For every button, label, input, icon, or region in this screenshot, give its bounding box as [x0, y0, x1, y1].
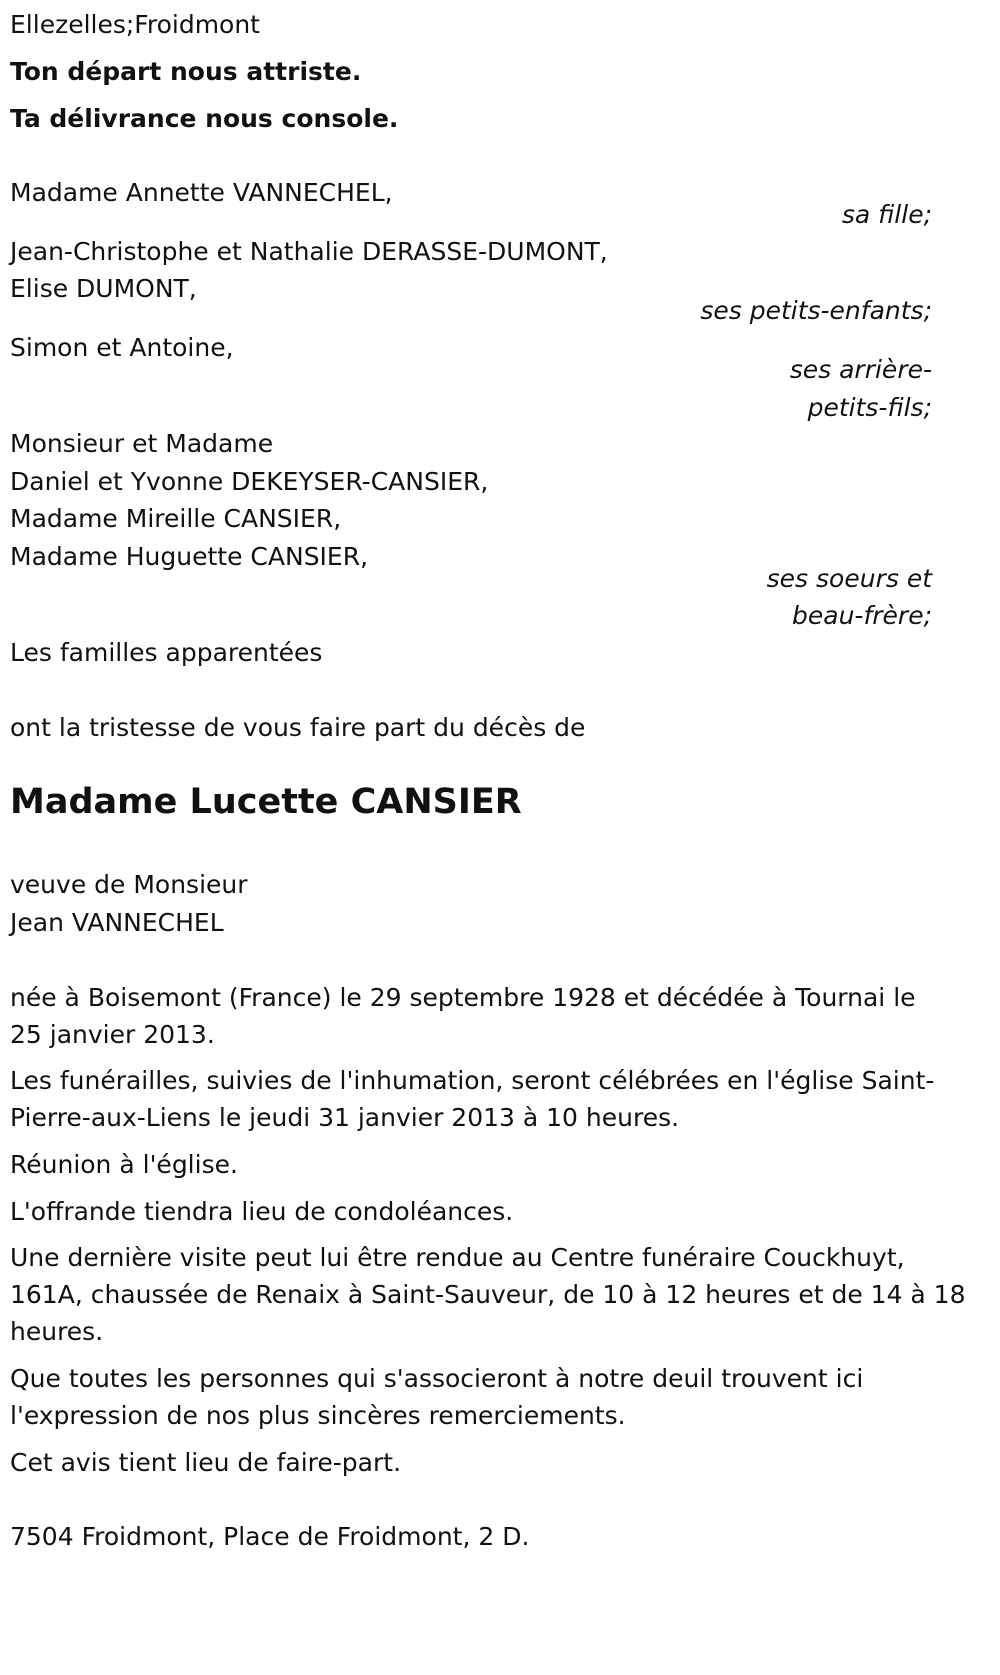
- birth-death-line-1: née à Boisemont (France) le 29 septembre 1928 et décédée à Tournai le: [10, 983, 916, 1012]
- meeting-line: Réunion à l'église.: [10, 1150, 238, 1179]
- siblings-line-3: Madame Mireille CANSIER,: [10, 504, 342, 533]
- related-families: Les familles apparentées: [10, 638, 323, 667]
- siblings-line-4: Madame Huguette CANSIER,: [10, 542, 369, 571]
- siblings-line-1: Monsieur et Madame: [10, 429, 274, 458]
- offering-line: L'offrande tiendra lieu de condoléances.: [10, 1197, 514, 1226]
- siblings-line-2: Daniel et Yvonne DEKEYSER-CANSIER,: [10, 467, 489, 496]
- great-grandchildren-role-line-1: ses arrière-: [789, 355, 932, 384]
- daughter-role: sa fille;: [841, 200, 932, 229]
- siblings-role-line-2: beau-frère;: [792, 601, 932, 630]
- verse-line-2: Ta délivrance nous console.: [10, 104, 399, 133]
- verse-line-1: Ton départ nous attriste.: [10, 57, 362, 86]
- daughter-name: Madame Annette VANNECHEL,: [10, 178, 393, 207]
- siblings-role-line-1: ses soeurs et: [766, 564, 932, 593]
- location-line: Ellezelles;Froidmont: [10, 10, 260, 39]
- notice-line: Cet avis tient lieu de faire-part.: [10, 1448, 402, 1477]
- visit-line-1: Une dernière visite peut lui être rendue au Centre funéraire Couckhuyt,: [10, 1243, 905, 1272]
- spouse-line-1: veuve de Monsieur: [10, 870, 248, 899]
- visit-line-2: 161A, chaussée de Renaix à Saint-Sauveur, de 10 à 12 heures et de 14 à 18: [10, 1280, 966, 1309]
- thanks-line-2: l'expression de nos plus sincères remerciements.: [10, 1401, 626, 1430]
- grandchildren-line-1: Jean-Christophe et Nathalie DERASSE-DUMONT,: [10, 237, 608, 266]
- grandchildren-role: ses petits-enfants;: [700, 296, 932, 325]
- funeral-line-2: Pierre-aux-Liens le jeudi 31 janvier 2013 à 10 heures.: [10, 1103, 680, 1132]
- birth-death-line-2: 25 janvier 2013.: [10, 1020, 215, 1049]
- deceased-name: Madame Lucette CANSIER: [10, 782, 522, 822]
- great-grandchildren: Simon et Antoine,: [10, 333, 234, 362]
- funeral-line-1: Les funérailles, suivies de l'inhumation, seront célébrées en l'église Saint-: [10, 1066, 935, 1095]
- visit-line-3: heures.: [10, 1317, 104, 1346]
- thanks-line-1: Que toutes les personnes qui s'associeront à notre deuil trouvent ici: [10, 1364, 864, 1393]
- spouse-line-2: Jean VANNECHEL: [10, 908, 224, 937]
- great-grandchildren-role-line-2: petits-fils;: [807, 393, 932, 422]
- announcement-text: ont la tristesse de vous faire part du décès de: [10, 713, 586, 742]
- grandchildren-line-2: Elise DUMONT,: [10, 274, 197, 303]
- address-line: 7504 Froidmont, Place de Froidmont, 2 D.: [10, 1522, 530, 1551]
